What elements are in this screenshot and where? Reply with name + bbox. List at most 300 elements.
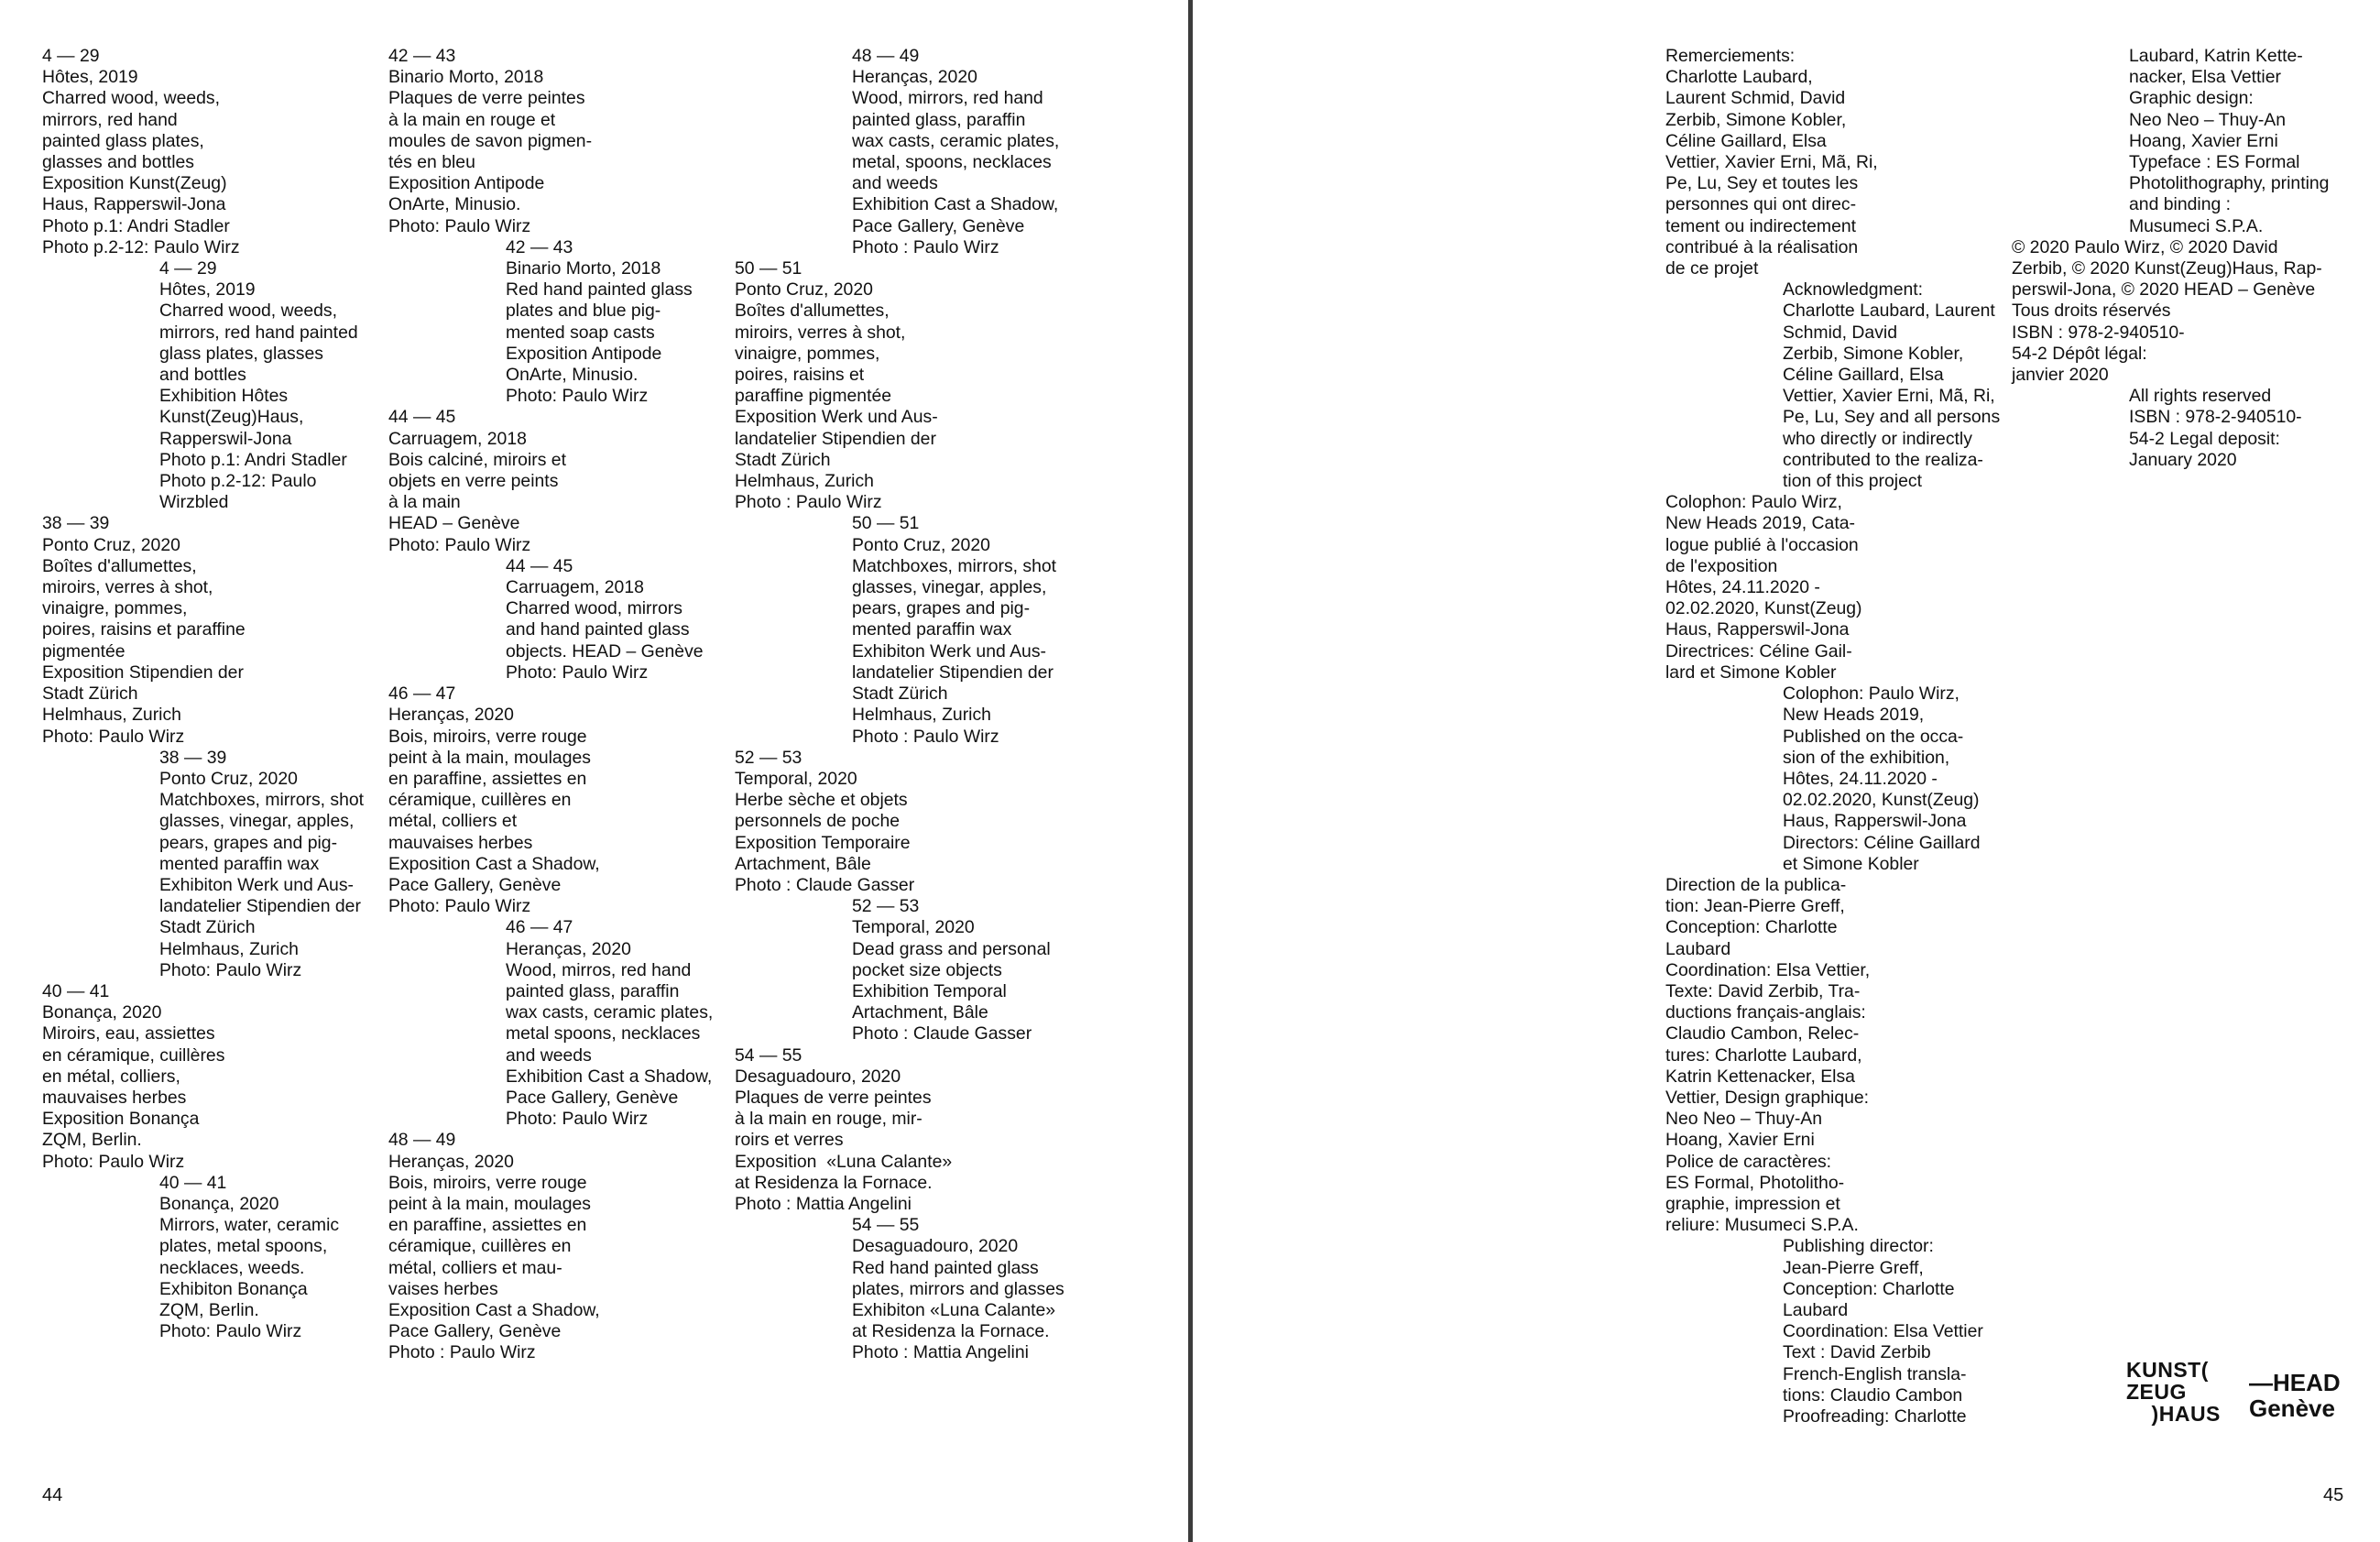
credit-line: © 2020 Paulo Wirz, © 2020 David: [2012, 236, 2278, 257]
credit-line: Photo: Paulo Wirz: [42, 726, 185, 747]
credit-line: Photo : Mattia Angelini: [735, 1193, 912, 1214]
credit-line: Photo : Claude Gasser: [735, 874, 915, 895]
credit-line: Wood, mirros, red hand: [506, 959, 692, 980]
credit-line: metal spoons, necklaces: [506, 1023, 701, 1044]
credit-line: Exhibition Cast a Shadow,: [506, 1066, 713, 1087]
credit-entry-en: [735, 513, 1064, 747]
credit-line: Zerbib, Simone Kobler,: [1783, 343, 1964, 364]
credit-line: Artachment, Bâle: [735, 853, 871, 874]
credit-line: Neo Neo – Thuy-An: [2129, 109, 2287, 130]
credit-line: Mirrors, water, ceramic: [159, 1215, 340, 1236]
credit-line: Red hand painted glass: [506, 279, 693, 301]
credit-line: Hoang, Xavier Erni: [2129, 130, 2278, 151]
credit-line: ZQM, Berlin.: [42, 1130, 142, 1151]
credit-entry-en: [1665, 1236, 2000, 1427]
right-page: [1193, 0, 2380, 1542]
credit-line: 42 — 43: [506, 236, 573, 257]
credit-line: Ponto Cruz, 2020: [735, 279, 873, 301]
credit-line: Photo : Claude Gasser: [852, 1023, 1032, 1044]
credit-line: graphie, impression et: [1665, 1193, 1840, 1214]
credit-line: 02.02.2020, Kunst(Zeug): [1783, 790, 1980, 811]
credit-line: Céline Gaillard, Elsa: [1783, 365, 1944, 386]
credit-line: Exposition Werk und Aus-: [735, 407, 938, 428]
credit-line: Exposition «Luna Calante»: [735, 1151, 953, 1172]
credit-line: and weeds: [852, 173, 938, 194]
credit-line: Hoang, Xavier Erni: [1665, 1130, 1815, 1151]
credit-line: Desaguadouro, 2020: [852, 1236, 1019, 1257]
credit-line: Laurent Schmid, David: [1665, 88, 1846, 109]
credit-line: Desaguadouro, 2020: [735, 1066, 901, 1087]
credit-entry-en: [42, 1173, 364, 1343]
credit-line: mented soap casts: [506, 322, 655, 343]
credit-line: mirrors, red hand: [42, 109, 178, 130]
credit-line: sion of the exhibition,: [1783, 747, 1950, 768]
page-number-left: 44: [42, 1485, 63, 1505]
credit-line: landatelier Stipendien der: [159, 896, 361, 917]
credit-line: Pace Gallery, Genève: [852, 215, 1025, 236]
credit-line: Matchboxes, mirrors, shot: [159, 790, 365, 811]
credit-line: Charlotte Laubard, Laurent: [1783, 301, 1995, 322]
credit-line: Bois, miroirs, verre rouge: [388, 1172, 587, 1193]
credit-line: Photo: Paulo Wirz: [388, 215, 531, 236]
credit-line: métal, colliers et mau-: [388, 1257, 562, 1278]
left-column-1: [42, 46, 364, 1342]
credit-line: Exhibition Hôtes: [159, 386, 289, 407]
credit-line: en paraffine, assiettes en: [388, 768, 587, 789]
credit-entry-en: [2012, 46, 2329, 237]
credit-line: Text : David Zerbib: [1783, 1342, 1931, 1363]
credit-entry-fr: [735, 258, 1064, 513]
credit-line: and bottles: [159, 365, 246, 386]
credit-line: Charlotte Laubard,: [1665, 67, 1813, 88]
page-number-right: 45: [2323, 1485, 2344, 1505]
credit-line: Photo: Paulo Wirz: [506, 662, 649, 683]
credit-line: Stadt Zürich: [735, 449, 831, 470]
credit-line: Boîtes d'allumettes,: [42, 555, 197, 576]
credit-line: Exhibition Temporal: [852, 980, 1007, 1001]
credit-line: Hôtes, 2019: [159, 279, 256, 301]
credit-line: contributed to the realiza-: [1783, 449, 1983, 470]
credit-line: Coordination: Elsa Vettier: [1783, 1321, 1983, 1342]
credit-line: 50 — 51: [852, 513, 920, 534]
credit-line: Exposition Antipode: [388, 173, 545, 194]
credit-line: plates, metal spoons,: [159, 1236, 328, 1257]
credit-line: Céline Gaillard, Elsa: [1665, 130, 1827, 151]
credit-line: nacker, Elsa Vettier: [2129, 67, 2281, 88]
credit-line: ES Formal, Photolitho-: [1665, 1172, 1845, 1193]
credit-line: en paraffine, assiettes en: [388, 1215, 587, 1236]
credit-line: Hôtes, 2019: [42, 67, 138, 88]
credit-line: wax casts, ceramic plates,: [852, 130, 1060, 151]
credit-line: Exposition Temporaire: [735, 832, 911, 853]
credit-entry-en: [735, 896, 1064, 1044]
credit-line: à la main: [388, 492, 461, 513]
credit-line: Direction de la publica-: [1665, 874, 1847, 895]
credit-line: Typeface : ES Formal: [2129, 152, 2300, 173]
credit-line: Neo Neo – Thuy-An: [1665, 1109, 1823, 1130]
credit-line: Zerbib, © 2020 Kunst(Zeug)Haus, Rap-: [2012, 258, 2322, 279]
credit-line: 50 — 51: [735, 258, 802, 279]
credit-line: Proofreading: Charlotte: [1783, 1406, 1967, 1427]
credit-line: Photolithography, printing: [2129, 173, 2330, 194]
credit-line: Vettier, Xavier Erni, Mã, Ri,: [1783, 386, 1995, 407]
credit-line: Miroirs, eau, assiettes: [42, 1023, 215, 1044]
credit-entry-fr: [735, 748, 1064, 896]
credit-line: Conception: Charlotte: [1783, 1278, 1955, 1299]
credit-line: à la main en rouge et: [388, 109, 556, 130]
credit-line: 44 — 45: [388, 407, 456, 428]
credit-line: janvier 2020: [2012, 365, 2109, 386]
credit-line: métal, colliers et: [388, 811, 518, 832]
credit-line: Claudio Cambon, Relec-: [1665, 1023, 1860, 1044]
credit-line: Charred wood, weeds,: [159, 301, 338, 322]
right-column-2: [2012, 46, 2329, 471]
credit-line: reliure: Musumeci S.P.A.: [1665, 1215, 1859, 1236]
credit-line: et Simone Kobler: [1783, 853, 1919, 874]
credit-line: à la main en rouge, mir-: [735, 1109, 923, 1130]
credit-line: metal, spoons, necklaces: [852, 152, 1052, 173]
credit-line: Pace Gallery, Genève: [388, 1321, 562, 1342]
credit-line: Exposition Cast a Shadow,: [388, 1299, 600, 1320]
credit-line: Katrin Kettenacker, Elsa: [1665, 1066, 1855, 1087]
credit-line: Colophon: Paulo Wirz,: [1665, 492, 1842, 513]
credit-line: lard et Simone Kobler: [1665, 662, 1837, 683]
credit-line: Wood, mirrors, red hand: [852, 88, 1043, 109]
credit-line: landatelier Stipendien der: [852, 662, 1054, 683]
credit-line: Jean-Pierre Greff,: [1783, 1257, 1924, 1278]
credit-line: Pe, Lu, Sey and all persons: [1783, 407, 2001, 428]
credit-entry-en: [388, 556, 713, 684]
credit-line: painted glass plates,: [42, 130, 204, 151]
credit-line: Matchboxes, mirrors, shot: [852, 555, 1057, 576]
credit-entry-fr: [2012, 237, 2329, 386]
credit-line: 40 — 41: [159, 1172, 227, 1193]
credit-line: Helmhaus, Zurich: [852, 705, 991, 726]
credit-line: céramique, cuillères en: [388, 1236, 572, 1257]
credit-line: at Residenza la Fornace.: [735, 1172, 933, 1193]
credit-line: Laubard, Katrin Kette-: [2129, 46, 2303, 66]
credit-entry-en: [42, 258, 364, 513]
credit-line: 48 — 49: [852, 46, 920, 66]
credit-line: 48 — 49: [388, 1130, 456, 1151]
credit-line: poires, raisins et: [735, 365, 865, 386]
credit-line: de l'exposition: [1665, 555, 1778, 576]
credit-entry-en: [2012, 386, 2329, 471]
credit-line: Helmhaus, Zurich: [159, 938, 299, 959]
credit-line: Rapperswil-Jona: [159, 428, 292, 449]
credit-entry-en: [1665, 279, 2000, 492]
credit-line: Binario Morto, 2018: [388, 67, 544, 88]
credit-line: miroirs, verres à shot,: [735, 322, 906, 343]
credit-line: OnArte, Minusio.: [506, 365, 639, 386]
credit-line: plates, mirrors and glasses: [852, 1278, 1064, 1299]
credit-line: Exposition Stipendien der: [42, 662, 244, 683]
credit-line: 54 — 55: [852, 1215, 920, 1236]
credit-line: 52 — 53: [735, 747, 802, 768]
credit-line: Photo p.2-12: Paulo: [159, 471, 317, 492]
kunstzeughaus-logo: KUNST( ZEUG )HAUS: [2126, 1358, 2221, 1426]
credit-line: Tous droits réservés: [2012, 301, 2171, 322]
credit-line: HEAD – Genève: [388, 513, 520, 534]
credit-line: New Heads 2019,: [1783, 705, 1925, 726]
credit-line: Stadt Zürich: [42, 684, 138, 705]
credit-line: tement ou indirectement: [1665, 215, 1857, 236]
credit-line: Charred wood, weeds,: [42, 88, 221, 109]
credit-entry-fr: [388, 1130, 713, 1363]
credit-line: painted glass, paraffin: [852, 109, 1026, 130]
credit-line: Kunst(Zeug)Haus,: [159, 407, 304, 428]
credit-line: 4 — 29: [42, 46, 100, 66]
credit-line: Photo: Paulo Wirz: [388, 896, 531, 917]
credit-line: Photo : Paulo Wirz: [852, 236, 999, 257]
credit-line: miroirs, verres à shot,: [42, 577, 213, 598]
credit-line: 4 — 29: [159, 258, 217, 279]
credit-line: 38 — 39: [42, 513, 110, 534]
credit-line: 42 — 43: [388, 46, 456, 66]
credit-line: Photo: Paulo Wirz: [159, 1321, 302, 1342]
credit-line: tures: Charlotte Laubard,: [1665, 1044, 1862, 1066]
credit-line: OnArte, Minusio.: [388, 194, 521, 215]
credit-line: and hand painted glass: [506, 619, 690, 640]
credit-line: Photo: Paulo Wirz: [506, 1109, 649, 1130]
credit-line: Musumeci S.P.A.: [2129, 215, 2264, 236]
credit-line: moules de savon pigmen-: [388, 130, 593, 151]
credit-line: Carruagem, 2018: [506, 577, 644, 598]
left-column-2: [388, 46, 713, 1364]
credit-line: logue publié à l'occasion: [1665, 534, 1859, 555]
credit-line: Photo : Paulo Wirz: [735, 492, 882, 513]
credit-entry-fr: [1665, 875, 2000, 1236]
credit-line: Plaques de verre peintes: [735, 1087, 932, 1108]
credit-line: Hôtes, 24.11.2020 -: [1665, 577, 1820, 598]
credit-line: Coordination: Elsa Vettier,: [1665, 959, 1871, 980]
credit-line: Artachment, Bâle: [852, 1002, 988, 1023]
credit-line: Pace Gallery, Genève: [506, 1087, 679, 1108]
credit-line: vaises herbes: [388, 1278, 498, 1299]
credit-line: pocket size objects: [852, 959, 1002, 980]
credit-line: Heranças, 2020: [506, 938, 631, 959]
credit-line: Haus, Rapperswil-Jona: [1665, 619, 1850, 640]
credit-line: Helmhaus, Zurich: [42, 705, 181, 726]
credit-line: who directly or indirectly: [1783, 428, 1972, 449]
credit-line: ISBN : 978-2-940510-: [2012, 322, 2185, 343]
credit-line: roirs et verres: [735, 1130, 844, 1151]
credit-line: Charred wood, mirrors: [506, 598, 682, 619]
credit-line: Directors: Céline Gaillard: [1783, 832, 1981, 853]
credit-line: Acknowledgment:: [1783, 279, 1924, 301]
credit-line: Carruagem, 2018: [388, 428, 527, 449]
credit-line: Remerciements:: [1665, 46, 1796, 66]
credit-line: Photo : Paulo Wirz: [388, 1342, 536, 1363]
credit-line: Temporal, 2020: [735, 768, 857, 789]
head-geneve-logo: —HEAD Genève: [2249, 1369, 2341, 1422]
credit-line: vinaigre, pommes,: [42, 598, 188, 619]
credit-line: landatelier Stipendien der: [735, 428, 936, 449]
credit-line: pears, grapes and pig-: [159, 832, 338, 853]
credit-line: New Heads 2019, Cata-: [1665, 513, 1855, 534]
credit-line: Photo: Paulo Wirz: [388, 534, 531, 555]
credit-line: Graphic design:: [2129, 88, 2254, 109]
credit-line: tions: Claudio Cambon: [1783, 1384, 1963, 1405]
credit-entry-fr: [1665, 46, 2000, 279]
credit-line: Exhibiton Werk und Aus-: [852, 640, 1046, 662]
right-column-1: [1665, 46, 2000, 1427]
credit-line: Exposition Kunst(Zeug): [42, 173, 227, 194]
credit-line: Photo : Mattia Angelini: [852, 1342, 1029, 1363]
credit-line: 46 — 47: [388, 684, 456, 705]
credit-line: Photo p.1: Andri Stadler: [42, 215, 230, 236]
credit-entry-fr: [388, 684, 713, 917]
credit-line: Heranças, 2020: [388, 1151, 514, 1172]
credit-line: Ponto Cruz, 2020: [42, 534, 180, 555]
credit-line: Photo : Paulo Wirz: [852, 726, 999, 747]
credit-line: 44 — 45: [506, 555, 573, 576]
credit-line: Wirzbled: [159, 492, 229, 513]
credit-entry-fr: [735, 1045, 1064, 1216]
credit-line: ZQM, Berlin.: [159, 1299, 259, 1320]
credit-line: Photo p.2-12: Paulo Wirz: [42, 236, 240, 257]
credit-line: Photo: Paulo Wirz: [42, 1151, 185, 1172]
credit-entry-fr: [42, 981, 364, 1173]
credit-line: Bonança, 2020: [42, 1002, 162, 1023]
credit-line: Photo p.1: Andri Stadler: [159, 449, 347, 470]
credit-line: Vettier, Xavier Erni, Mã, Ri,: [1665, 152, 1878, 173]
credit-line: glasses, vinegar, apples,: [852, 577, 1047, 598]
credit-line: Bois calciné, miroirs et: [388, 449, 566, 470]
credit-line: Conception: Charlotte: [1665, 917, 1838, 938]
credit-line: glass plates, glasses: [159, 343, 323, 364]
credit-line: Heranças, 2020: [852, 67, 977, 88]
credit-entry-en: [735, 1215, 1064, 1363]
credit-line: pigmentée: [42, 640, 126, 662]
credit-line: tion of this project: [1783, 471, 1922, 492]
credit-line: Bois, miroirs, verre rouge: [388, 726, 587, 747]
credit-line: Temporal, 2020: [852, 917, 975, 938]
credit-line: ductions français-anglais:: [1665, 1002, 1866, 1023]
credit-line: personnes qui ont direc-: [1665, 194, 1857, 215]
credit-line: poires, raisins et paraffine: [42, 619, 246, 640]
credit-line: Zerbib, Simone Kobler,: [1665, 109, 1847, 130]
credit-line: Photo: Paulo Wirz: [159, 959, 302, 980]
credit-line: 02.02.2020, Kunst(Zeug): [1665, 598, 1862, 619]
credit-line: Exposition Antipode: [506, 343, 662, 364]
credit-line: plates and blue pig-: [506, 301, 661, 322]
credit-line: Boîtes d'allumettes,: [735, 301, 890, 322]
credit-line: glasses and bottles: [42, 152, 195, 173]
credit-line: Colophon: Paulo Wirz,: [1783, 684, 1960, 705]
credit-line: Bonança, 2020: [159, 1193, 279, 1214]
credit-line: peint à la main, moulages: [388, 747, 591, 768]
credit-line: céramique, cuillères en: [388, 790, 572, 811]
credit-line: Exposition Cast a Shadow,: [388, 853, 600, 874]
credit-line: mauvaises herbes: [388, 832, 533, 853]
left-page: [0, 0, 1188, 1542]
credit-line: Ponto Cruz, 2020: [852, 534, 990, 555]
credit-line: Pe, Lu, Sey et toutes les: [1665, 173, 1859, 194]
credit-line: Dead grass and personal: [852, 938, 1051, 959]
credit-line: de ce projet: [1665, 258, 1759, 279]
credit-line: peint à la main, moulages: [388, 1193, 591, 1214]
credit-line: en céramique, cuillères: [42, 1044, 225, 1066]
credit-line: Pace Gallery, Genève: [388, 874, 562, 895]
credit-line: wax casts, ceramic plates,: [506, 1002, 714, 1023]
credit-line: contribué à la réalisation: [1665, 236, 1859, 257]
credit-entry-fr: [388, 407, 713, 555]
left-column-3: [735, 46, 1064, 1364]
credit-line: January 2020: [2129, 449, 2237, 470]
credit-line: Herbe sèche et objets: [735, 790, 908, 811]
credit-line: mented paraffin wax: [852, 619, 1012, 640]
credit-entry-fr: [388, 46, 713, 237]
credit-line: Laubard: [1783, 1299, 1849, 1320]
credit-line: Schmid, David: [1783, 322, 1898, 343]
credit-line: Binario Morto, 2018: [506, 258, 661, 279]
credit-line: painted glass, paraffin: [506, 980, 680, 1001]
credit-entry-fr: [42, 46, 364, 258]
credit-line: Vettier, Design graphique:: [1665, 1087, 1870, 1108]
credit-line: objets en verre peints: [388, 471, 559, 492]
credit-line: Ponto Cruz, 2020: [159, 768, 298, 789]
credit-line: Exhibition Cast a Shadow,: [852, 194, 1059, 215]
credit-line: 38 — 39: [159, 747, 227, 768]
credit-line: French-English transla-: [1783, 1363, 1967, 1384]
credit-line: Haus, Rapperswil-Jona: [42, 194, 226, 215]
credit-line: Texte: David Zerbib, Tra-: [1665, 980, 1861, 1001]
credit-line: Photo: Paulo Wirz: [506, 386, 649, 407]
credit-line: Haus, Rapperswil-Jona: [1783, 811, 1967, 832]
credit-line: 54 — 55: [735, 1044, 802, 1066]
credit-line: necklaces, weeds.: [159, 1257, 305, 1278]
credit-line: Red hand painted glass: [852, 1257, 1039, 1278]
credit-entry-en: [388, 237, 713, 408]
credit-line: Exhibiton Bonança: [159, 1278, 308, 1299]
credit-line: 52 — 53: [852, 896, 920, 917]
credit-entry-en: [42, 748, 364, 981]
credit-line: and weeds: [506, 1044, 592, 1066]
credit-line: tion: Jean-Pierre Greff,: [1665, 896, 1845, 917]
credit-line: 54-2 Legal deposit:: [2129, 428, 2280, 449]
credit-line: Exposition Bonança: [42, 1109, 200, 1130]
credit-entry-fr: [1665, 492, 2000, 684]
credit-line: mirrors, red hand painted: [159, 322, 358, 343]
credit-line: 46 — 47: [506, 917, 573, 938]
credit-line: pears, grapes and pig-: [852, 598, 1031, 619]
credit-line: mented paraffin wax: [159, 853, 320, 874]
credit-entry-en: [735, 46, 1064, 258]
credit-line: Laubard: [1665, 938, 1731, 959]
credit-line: 54-2 Dépôt légal:: [2012, 343, 2147, 364]
credit-line: Police de caractères:: [1665, 1151, 1832, 1172]
credit-line: Directrices: Céline Gail-: [1665, 640, 1852, 662]
credit-line: Published on the occa-: [1783, 726, 1964, 747]
credit-line: Stadt Zürich: [852, 684, 948, 705]
credit-line: 40 — 41: [42, 980, 110, 1001]
credit-line: Stadt Zürich: [159, 917, 256, 938]
credit-line: mauvaises herbes: [42, 1087, 187, 1108]
credit-line: Publishing director:: [1783, 1236, 1934, 1257]
credit-line: vinaigre, pommes,: [735, 343, 880, 364]
credit-entry-en: [388, 917, 713, 1130]
credit-entry-en: [1665, 684, 2000, 875]
credit-line: and binding :: [2129, 194, 2232, 215]
credit-line: at Residenza la Fornace.: [852, 1321, 1050, 1342]
credit-line: glasses, vinegar, apples,: [159, 811, 355, 832]
credit-entry-fr: [42, 513, 364, 747]
credit-line: Helmhaus, Zurich: [735, 471, 874, 492]
credit-line: ISBN : 978-2-940510-: [2129, 407, 2302, 428]
credit-line: Exhibiton «Luna Calante»: [852, 1299, 1056, 1320]
credit-line: Plaques de verre peintes: [388, 88, 585, 109]
